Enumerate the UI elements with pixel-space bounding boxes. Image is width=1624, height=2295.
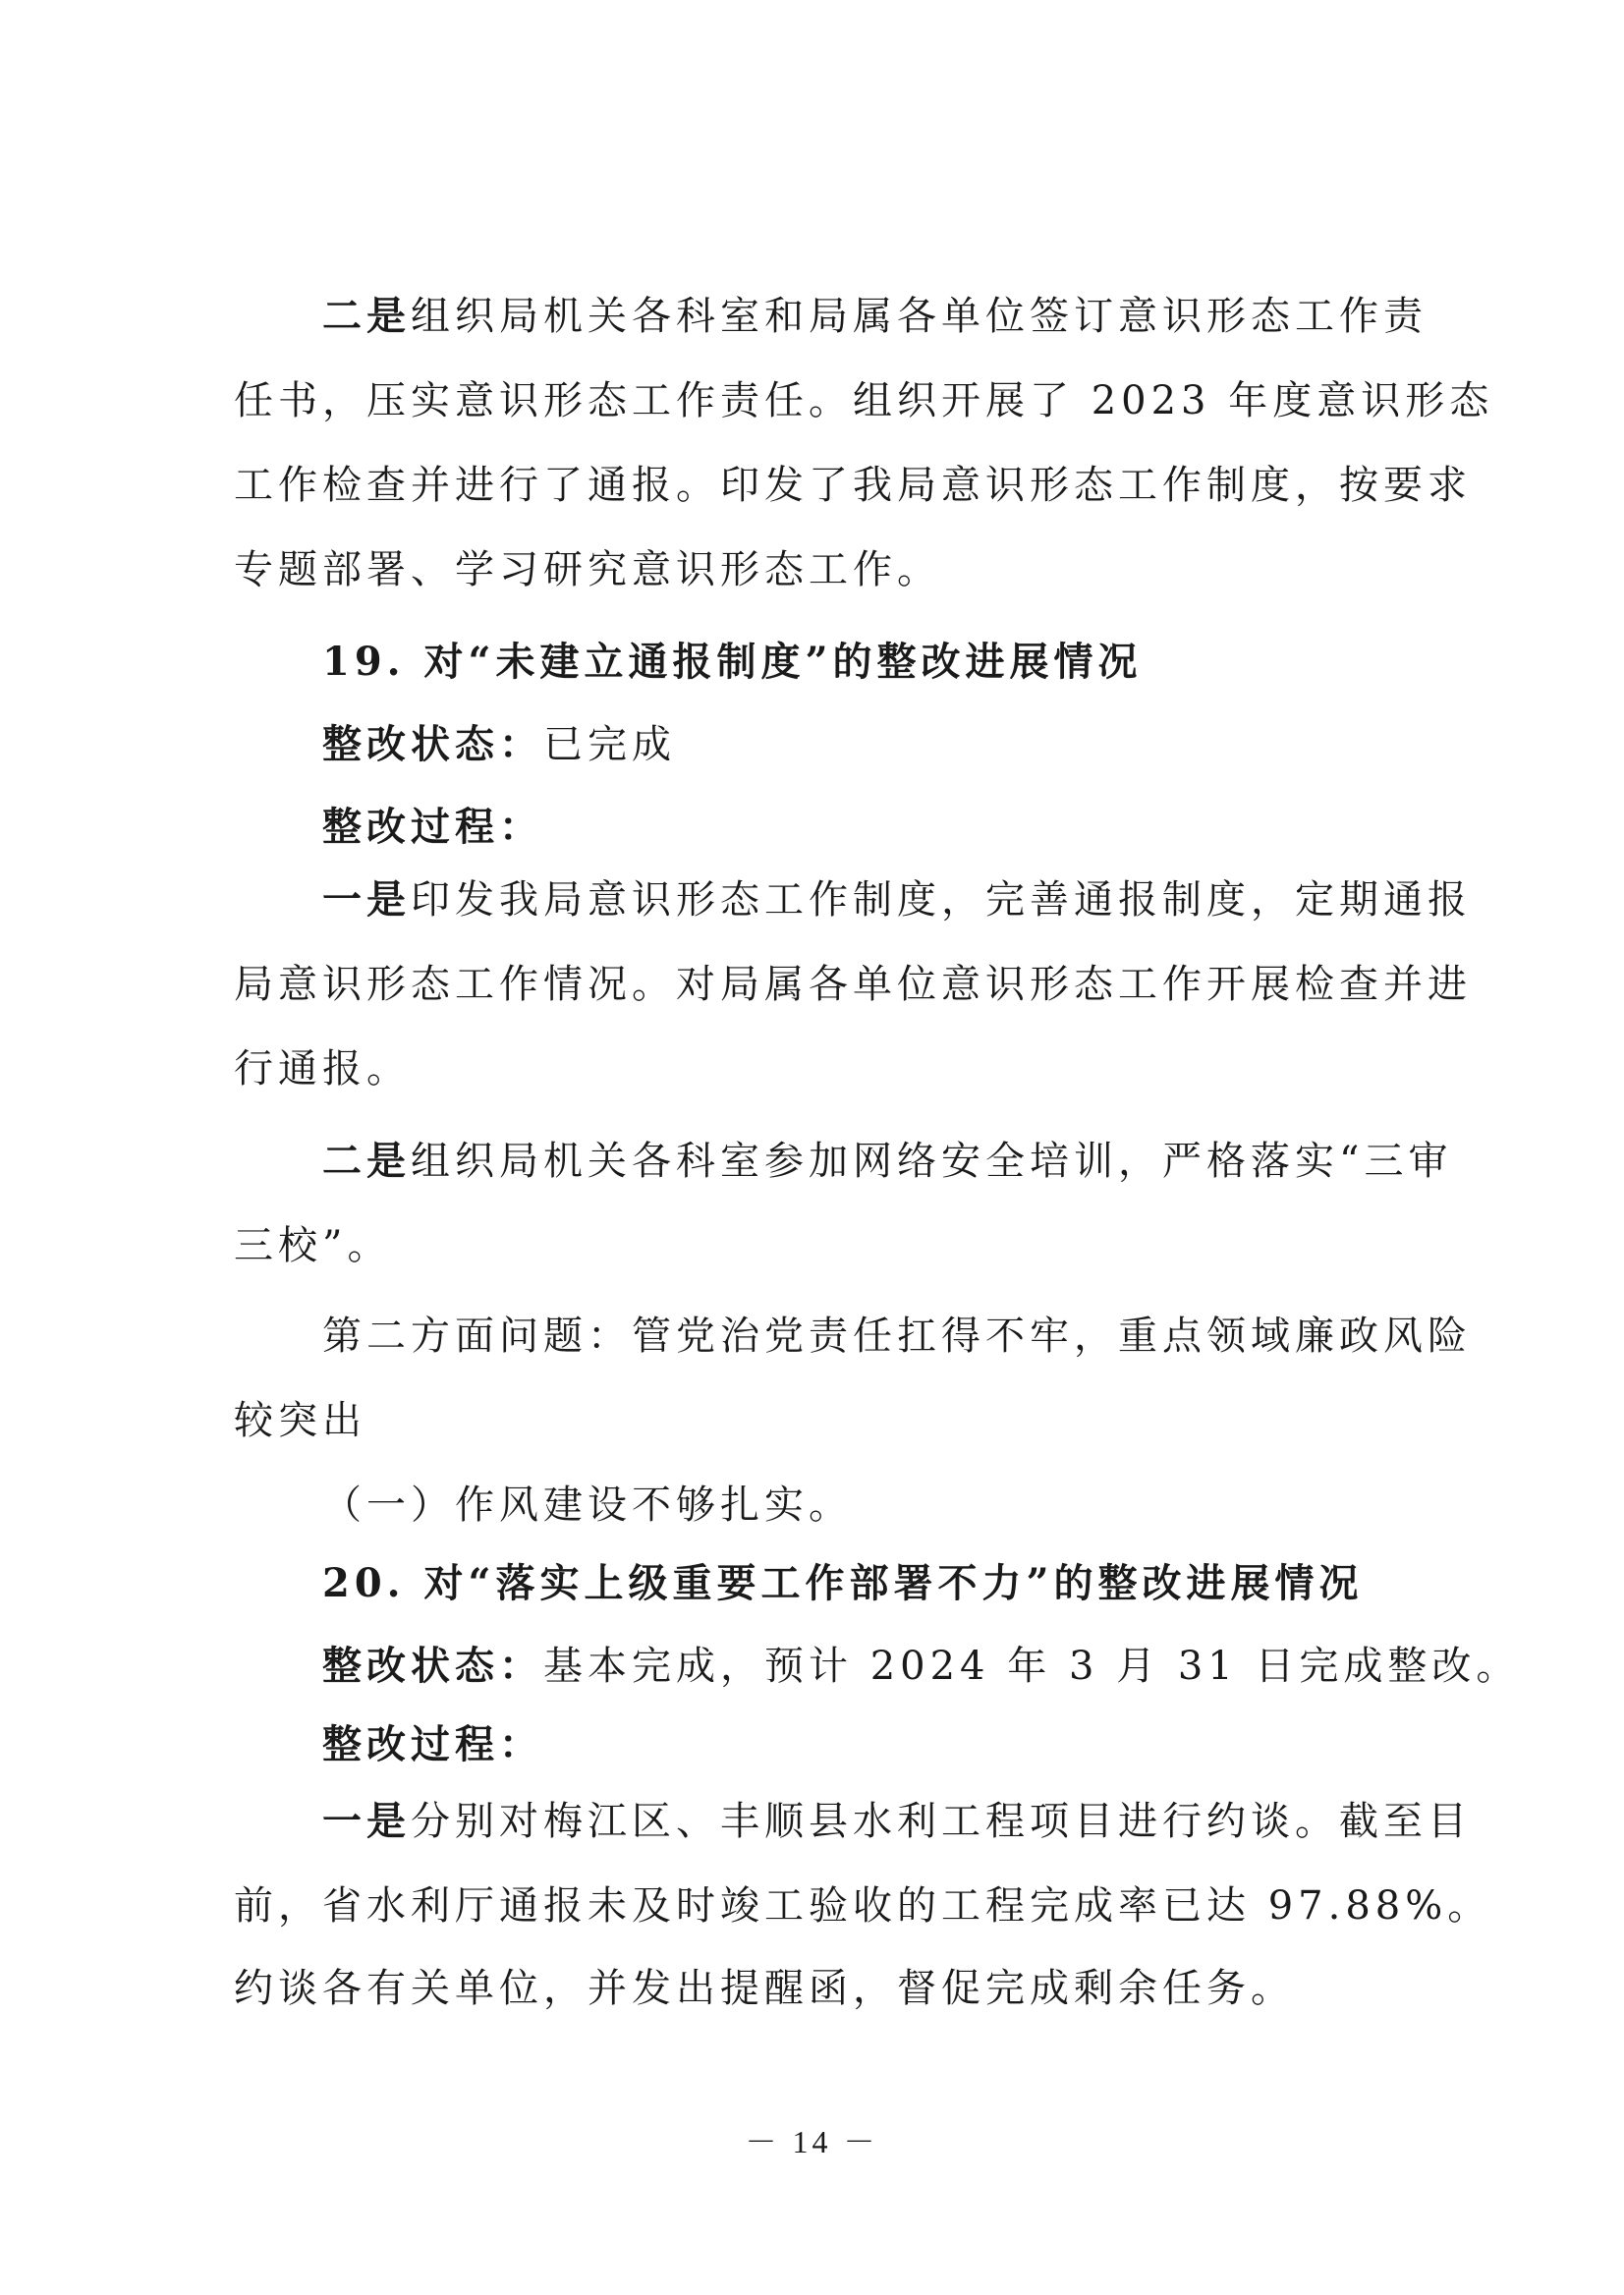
- status-value: 基本完成，预计 2024 年 3 月 31 日完成整改。: [543, 1644, 1521, 1689]
- status-value: 已完成: [543, 722, 676, 767]
- paragraph-line: 工作检查并进行了通报。印发了我局意识形态工作制度，按要求: [234, 463, 1472, 508]
- subsection-heading: （一）作风建设不够扎实。: [322, 1483, 853, 1528]
- item-heading-20: 20. 对“落实上级重要工作部署不力”的整改进展情况: [322, 1560, 1364, 1606]
- paragraph-text: 印发我局意识形态工作制度，完善通报制度，定期通报: [411, 877, 1472, 923]
- process-label-20: 整改过程：: [322, 1721, 543, 1767]
- paragraph-line: 局意识形态工作情况。对局属各单位意识形态工作开展检查并进: [234, 962, 1472, 1007]
- status-line-20: [322, 1643, 1521, 1690]
- section-heading: 第二方面问题：管党治党责任扛得不牢，重点领域廉政风险: [322, 1314, 1472, 1359]
- status-label: 整改状态：: [322, 721, 543, 767]
- paragraph-text: 组织局机关各科室和局属各单位签订意识形态工作责: [411, 294, 1428, 339]
- paragraph-line: 行通报。: [234, 1046, 411, 1092]
- paragraph-text: 分别对梅江区、丰顺县水利工程项目进行约谈。截至目: [411, 1799, 1472, 1844]
- paragraph-lead: 二是: [322, 1138, 411, 1184]
- paragraph-lead: 二是: [322, 293, 411, 339]
- paragraph-line: 前，省水利厅通报未及时竣工验收的工程完成率已达 97.88%。: [234, 1883, 1492, 1929]
- status-label: 整改状态：: [322, 1643, 543, 1689]
- paragraph-line: [322, 1138, 1453, 1185]
- paragraph-line: [322, 876, 1472, 924]
- status-line-19: [322, 721, 1442, 768]
- item-heading-19: 19. 对“未建立通报制度”的整改进展情况: [322, 639, 1143, 685]
- paragraph-text: 组织局机关各科室参加网络安全培训，严格落实“三审: [411, 1139, 1453, 1184]
- paragraph-lead: 一是: [322, 1798, 411, 1844]
- paragraph-line: 专题部署、学习研究意识形态工作。: [234, 547, 941, 592]
- paragraph-lead: 一是: [322, 876, 411, 923]
- paragraph-line: 三校”。: [234, 1223, 392, 1268]
- section-heading: 较突出: [234, 1398, 366, 1443]
- paragraph-line: [322, 293, 1442, 340]
- page-number: － 14 －: [745, 2124, 879, 2159]
- paragraph-line: 约谈各有关单位，并发出提醒函，督促完成剩余任务。: [234, 1966, 1295, 2011]
- process-label-19: 整改过程：: [322, 804, 543, 850]
- paragraph-line: 任书，压实意识形态工作责任。组织开展了 2023 年度意识形态: [234, 378, 1494, 423]
- paragraph-line: [322, 1798, 1472, 1845]
